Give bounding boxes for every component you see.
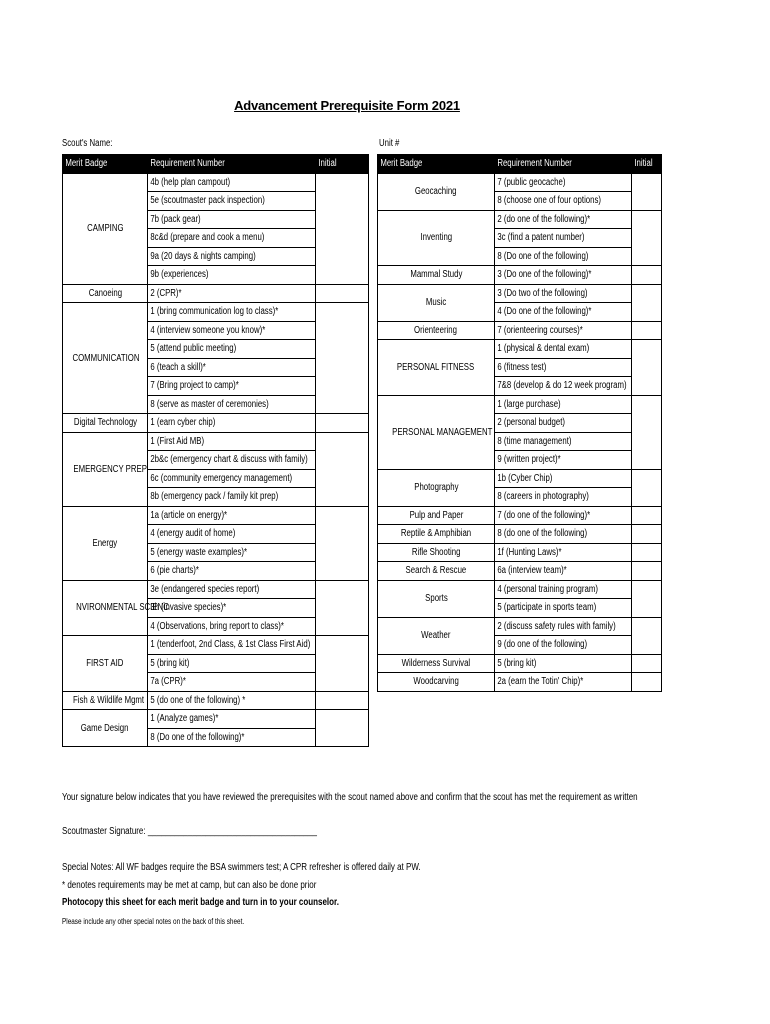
merit-badge-cell: Geocaching [378, 173, 495, 210]
initial-cell[interactable] [316, 395, 369, 414]
initial-cell[interactable] [316, 284, 369, 303]
requirement-cell: 7&8 (develop & do 12 week program) [495, 377, 632, 396]
requirement-cell: 1 (bring communication log to class)* [148, 303, 316, 322]
initial-cell[interactable] [632, 636, 662, 655]
table-row [378, 562, 662, 581]
initial-cell[interactable] [632, 192, 662, 211]
table-row [63, 303, 369, 322]
table-row [378, 395, 662, 414]
table-row [378, 321, 662, 340]
initial-cell[interactable] [316, 303, 369, 322]
initial-cell[interactable] [316, 728, 369, 747]
merit-badge-cell: Digital Technology [63, 414, 148, 433]
initial-cell[interactable] [316, 451, 369, 470]
requirement-cell: 5 (do one of the following) * [148, 691, 316, 710]
requirement-cell: 9 (do one of the following) [495, 636, 632, 655]
initial-cell[interactable] [316, 266, 369, 285]
initial-cell[interactable] [316, 562, 369, 581]
requirement-cell: 7b (pack gear) [148, 210, 316, 229]
header-initial: Initial [316, 155, 369, 174]
table-row [378, 543, 662, 562]
requirement-cell: 3e (endangered species report) [148, 580, 316, 599]
requirement-cell: 1 (First Aid MB) [148, 432, 316, 451]
initial-cell[interactable] [316, 247, 369, 266]
initial-cell[interactable] [632, 469, 662, 488]
initial-cell[interactable] [632, 599, 662, 618]
merit-badge-cell: Rifle Shooting [378, 543, 495, 562]
requirement-cell: 5 (bring kit) [495, 654, 632, 673]
requirement-cell: 8 (careers in photography) [495, 488, 632, 507]
requirement-cell: 6 (teach a skill)* [148, 358, 316, 377]
requirement-cell: 1b (Cyber Chip) [495, 469, 632, 488]
header-merit-badge: Merit Badge [63, 155, 148, 174]
requirement-cell: 4 (personal training program) [495, 580, 632, 599]
initial-cell[interactable] [316, 414, 369, 433]
requirement-cell: 5 (participate in sports team) [495, 599, 632, 618]
table-header-row [378, 155, 662, 174]
merit-badge-cell: Music [378, 284, 495, 321]
requirement-cell: 1 (Analyze games)* [148, 710, 316, 729]
requirement-cell: 4 (interview someone you know)* [148, 321, 316, 340]
merit-badge-cell: Orienteering [378, 321, 495, 340]
initial-cell[interactable] [316, 321, 369, 340]
requirement-cell: 8 (time management) [495, 432, 632, 451]
merit-badge-cell: Woodcarving [378, 673, 495, 692]
initial-cell[interactable] [632, 358, 662, 377]
requirement-cell: 4 (energy audit of home) [148, 525, 316, 544]
initial-cell[interactable] [632, 580, 662, 599]
requirement-cell: 2 (personal budget) [495, 414, 632, 433]
initial-cell[interactable] [316, 654, 369, 673]
initial-cell[interactable] [632, 377, 662, 396]
unit-number-label: Unit # [379, 138, 400, 149]
initial-cell[interactable] [316, 599, 369, 618]
requirement-cell: 2 (CPR)* [148, 284, 316, 303]
left-requirements-table [62, 154, 369, 747]
initial-cell[interactable] [632, 543, 662, 562]
signature-statement: Your signature below indicates that you have reviewed the prerequisites with the scout named above and confirm that the scout has met the requirement as written [62, 792, 638, 803]
initial-cell[interactable] [316, 210, 369, 229]
table-row [378, 525, 662, 544]
requirement-cell: 7 (Bring project to camp)* [148, 377, 316, 396]
requirement-cell: 1 (tenderfoot, 2nd Class, & 1st Class First Aid) [148, 636, 316, 655]
merit-badge-cell: Search & Rescue [378, 562, 495, 581]
merit-badge-cell: Game Design [63, 710, 148, 747]
header-requirement-number: Requirement Number [495, 155, 632, 174]
initial-cell[interactable] [316, 636, 369, 655]
requirement-cell: 1f (Hunting Laws)* [495, 543, 632, 562]
table-row [378, 654, 662, 673]
table-row [63, 432, 369, 451]
initial-cell[interactable] [632, 488, 662, 507]
back-of-sheet-note: Please include any other special notes on the back of this sheet. [62, 917, 245, 926]
merit-badge-cell: CAMPING [63, 173, 148, 284]
requirement-cell: 5 (bring kit) [148, 654, 316, 673]
requirement-cell: 3 (Do two of the following) [495, 284, 632, 303]
requirement-cell: 9a (20 days & nights camping) [148, 247, 316, 266]
merit-badge-cell: PERSONAL MANAGEMENT [378, 395, 495, 469]
table-row [378, 673, 662, 692]
initial-cell[interactable] [632, 562, 662, 581]
merit-badge-cell: Inventing [378, 210, 495, 266]
merit-badge-cell: COMMUNICATION [63, 303, 148, 414]
initial-cell[interactable] [632, 451, 662, 470]
initial-cell[interactable] [632, 173, 662, 192]
initial-cell[interactable] [632, 321, 662, 340]
initial-cell[interactable] [316, 617, 369, 636]
initial-cell[interactable] [316, 358, 369, 377]
initial-cell[interactable] [316, 525, 369, 544]
table-row [378, 580, 662, 599]
initial-cell[interactable] [316, 377, 369, 396]
initial-cell[interactable] [632, 340, 662, 359]
requirement-cell: 4b (help plan campout) [148, 173, 316, 192]
requirement-cell: 5 (energy waste examples)* [148, 543, 316, 562]
requirement-cell: 8 (Do one of the following)* [148, 728, 316, 747]
initial-cell[interactable] [632, 673, 662, 692]
header-initial: Initial [632, 155, 662, 174]
right-requirements-table [377, 154, 662, 692]
table-row [378, 617, 662, 636]
merit-badge-cell: Pulp and Paper [378, 506, 495, 525]
initial-cell[interactable] [632, 506, 662, 525]
table-row [63, 580, 369, 599]
initial-cell[interactable] [316, 432, 369, 451]
merit-badge-cell: Sports [378, 580, 495, 617]
merit-badge-cell: Canoeing [63, 284, 148, 303]
requirement-cell: 3 (Do one of the following)* [495, 266, 632, 285]
scout-name-label: Scout's Name: [62, 138, 113, 149]
table-row [63, 710, 369, 729]
table-row [63, 636, 369, 655]
merit-badge-cell: Weather [378, 617, 495, 654]
requirement-cell: 1 (large purchase) [495, 395, 632, 414]
requirement-cell: 7a (CPR)* [148, 673, 316, 692]
requirement-cell: 4 (Observations, bring report to class)* [148, 617, 316, 636]
table-row [378, 506, 662, 525]
photocopy-note: Photocopy this sheet for each merit badge and turn in to your counselor. [62, 897, 339, 908]
initial-cell[interactable] [632, 210, 662, 229]
initial-cell[interactable] [316, 173, 369, 192]
table-row [378, 469, 662, 488]
initial-cell[interactable] [632, 414, 662, 433]
requirement-cell: 8 (serve as master of ceremonies) [148, 395, 316, 414]
initial-cell[interactable] [316, 229, 369, 248]
asterisk-note: * denotes requirements may be met at camp, but can also be done prior [62, 880, 317, 891]
initial-cell[interactable] [632, 432, 662, 451]
merit-badge-cell: Photography [378, 469, 495, 506]
initial-cell[interactable] [632, 654, 662, 673]
requirement-cell: 1 (earn cyber chip) [148, 414, 316, 433]
requirement-cell: 4 (Do one of the following)* [495, 303, 632, 322]
initial-cell[interactable] [632, 266, 662, 285]
requirement-cell: 8 (Do one of the following) [495, 247, 632, 266]
initial-cell[interactable] [316, 691, 369, 710]
requirement-cell: 2 (do one of the following)* [495, 210, 632, 229]
initial-cell[interactable] [632, 617, 662, 636]
initial-cell[interactable] [316, 488, 369, 507]
table-row [63, 506, 369, 525]
requirement-cell: 1a (article on energy)* [148, 506, 316, 525]
requirement-cell: 8c&d (prepare and cook a menu) [148, 229, 316, 248]
requirement-cell: 7 (public geocache) [495, 173, 632, 192]
initial-cell[interactable] [632, 525, 662, 544]
table-row [378, 210, 662, 229]
special-notes: Special Notes: All WF badges require the BSA swimmers test; A CPR refresher is offered daily at PW. [62, 862, 421, 873]
initial-cell[interactable] [632, 229, 662, 248]
requirement-cell: 2a (earn the Totin' Chip)* [495, 673, 632, 692]
requirement-cell: 6 (fitness test) [495, 358, 632, 377]
merit-badge-cell: Fish & Wildlife Mgmt [63, 691, 148, 710]
initial-cell[interactable] [316, 580, 369, 599]
initial-cell[interactable] [632, 303, 662, 322]
initial-cell[interactable] [316, 469, 369, 488]
requirement-cell: 7 (do one of the following)* [495, 506, 632, 525]
requirement-cell: 9 (written project)* [495, 451, 632, 470]
merit-badge-cell: FIRST AID [63, 636, 148, 692]
requirement-cell: 8 (choose one of four options) [495, 192, 632, 211]
requirement-cell: 6c (community emergency management) [148, 469, 316, 488]
initial-cell[interactable] [316, 192, 369, 211]
merit-badge-cell: Wilderness Survival [378, 654, 495, 673]
requirement-cell: 3h (invasive species)* [148, 599, 316, 618]
merit-badge-cell: PERSONAL FITNESS [378, 340, 495, 396]
header-requirement-number: Requirement Number [148, 155, 316, 174]
merit-badge-cell: EMERGENCY PREP [63, 432, 148, 506]
merit-badge-cell: Energy [63, 506, 148, 580]
table-header-row [63, 155, 369, 174]
table-row [63, 284, 369, 303]
page-title: Advancement Prerequisite Form 2021 [234, 98, 460, 113]
merit-badge-cell: Mammal Study [378, 266, 495, 285]
table-row [63, 691, 369, 710]
requirement-cell: 2b&c (emergency chart & discuss with family) [148, 451, 316, 470]
initial-cell[interactable] [316, 673, 369, 692]
initial-cell[interactable] [316, 340, 369, 359]
requirement-cell: 7 (orienteering courses)* [495, 321, 632, 340]
initial-cell[interactable] [632, 395, 662, 414]
initial-cell[interactable] [632, 284, 662, 303]
requirement-cell: 8b (emergency pack / family kit prep) [148, 488, 316, 507]
requirement-cell: 6 (pie charts)* [148, 562, 316, 581]
initial-cell[interactable] [316, 543, 369, 562]
table-row [63, 173, 369, 192]
requirement-cell: 1 (physical & dental exam) [495, 340, 632, 359]
merit-badge-cell: Reptile & Amphibian [378, 525, 495, 544]
table-row [378, 266, 662, 285]
scoutmaster-signature-line[interactable]: Scoutmaster Signature: ______________________________________ [62, 826, 317, 837]
initial-cell[interactable] [316, 710, 369, 729]
header-merit-badge: Merit Badge [378, 155, 495, 174]
requirement-cell: 6a (interview team)* [495, 562, 632, 581]
requirement-cell: 2 (discuss safety rules with family) [495, 617, 632, 636]
table-row [378, 340, 662, 359]
initial-cell[interactable] [632, 247, 662, 266]
requirement-cell: 5 (attend public meeting) [148, 340, 316, 359]
requirement-cell: 3c (find a patent number) [495, 229, 632, 248]
table-row [63, 414, 369, 433]
requirement-cell: 5e (scoutmaster pack inspection) [148, 192, 316, 211]
table-row [378, 173, 662, 192]
initial-cell[interactable] [316, 506, 369, 525]
merit-badge-cell: NVIRONMENTAL SCIENC [63, 580, 148, 636]
requirement-cell: 9b (experiences) [148, 266, 316, 285]
table-row [378, 284, 662, 303]
requirement-cell: 8 (do one of the following) [495, 525, 632, 544]
